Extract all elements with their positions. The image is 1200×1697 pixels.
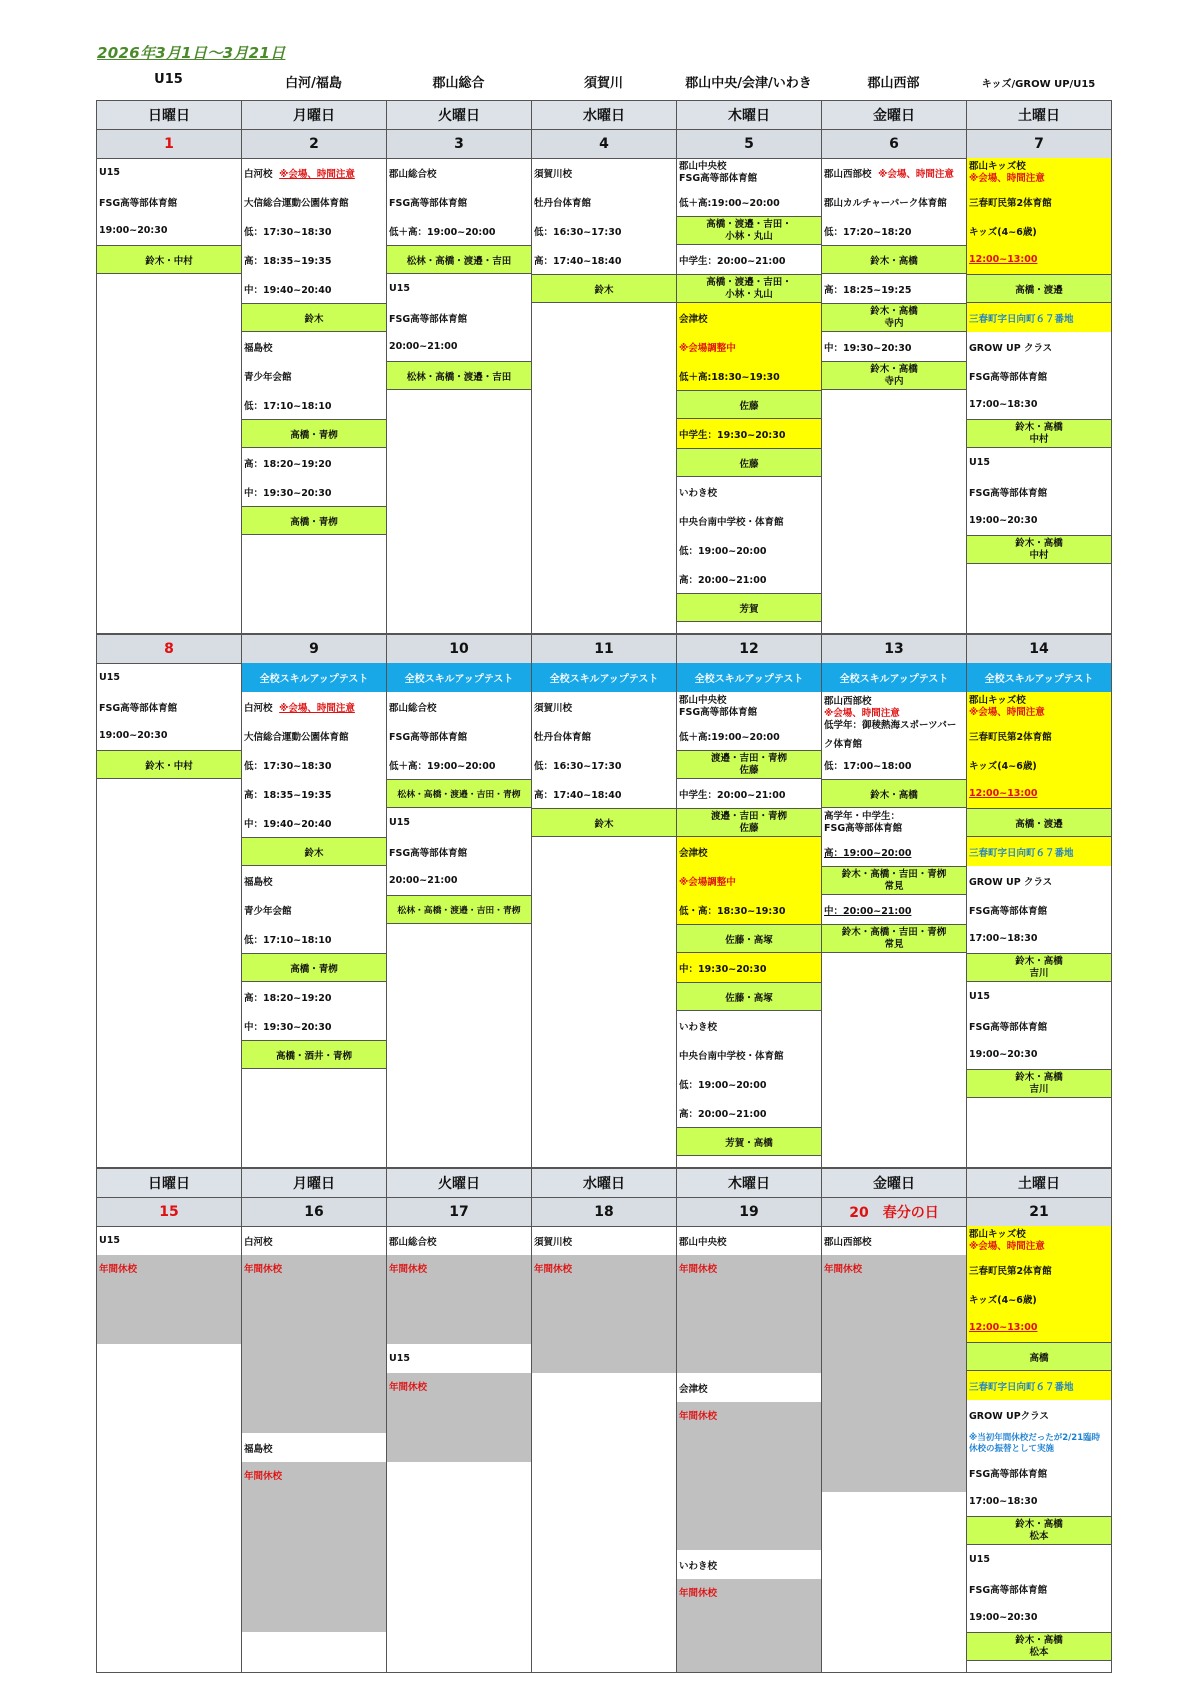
school-title: 郡山中央校 FSG高等部体育館	[679, 160, 758, 184]
time: 低＋高：19:00~20:00	[389, 226, 496, 238]
time: 高：18:35~19:35	[244, 789, 332, 801]
school-title: 白河校	[244, 1236, 273, 1248]
date-header	[96, 634, 1112, 663]
date-cell: 17	[387, 1198, 532, 1227]
date-cell: 7	[967, 130, 1112, 159]
staff: 鈴木・中村	[97, 245, 241, 274]
staff: 高橋	[967, 1342, 1111, 1371]
school-label: U15	[154, 72, 183, 87]
date-cell: 14	[967, 635, 1112, 664]
day-cell-fri	[822, 158, 967, 634]
venue: 三春町民第2体育館	[967, 1255, 1111, 1284]
weekday-header	[96, 100, 1112, 129]
staff: 芳賀	[677, 593, 821, 622]
staff: 鈴木・高橋 松本	[967, 1632, 1111, 1661]
school-title: いわき校	[679, 1021, 718, 1033]
school-title: 郡山中央校	[679, 1236, 727, 1248]
address: 三春町字日向町６７番地	[967, 1371, 1111, 1400]
weekday-cell: 月曜日	[242, 101, 387, 130]
date-cell: 19	[677, 1198, 822, 1227]
staff: 鈴木・高橋 吉川	[967, 1069, 1111, 1098]
weekday-cell: 木曜日	[677, 101, 822, 130]
time: 中：19:30~20:30	[244, 487, 332, 499]
venue: FSG高等部体育館	[389, 197, 468, 209]
time: 低：19:00~20:00	[679, 545, 767, 557]
class-name: U15	[969, 1554, 990, 1565]
closed-label: 年間休校	[242, 1255, 386, 1433]
closed-label: 年間休校	[677, 1579, 821, 1673]
date-cell: 18	[532, 1198, 677, 1227]
time: 低：17:10~18:10	[244, 400, 332, 412]
school-title: 郡山キッズ校 ※会場、時間注意	[967, 692, 1111, 721]
staff: 松林・高橋・渡邉・吉田	[387, 361, 531, 390]
school-title: 郡山西部校 ※会場、時間注意 低学年：御稜熱海スポーツパー	[824, 696, 957, 731]
staff: 松林・高橋・渡邉・吉田・青栁	[387, 895, 531, 924]
class-name: キッズ(4~6歳)	[967, 1284, 1111, 1313]
class-name: GROW UP クラス	[969, 876, 1053, 888]
staff: 高橋・渡邉	[967, 274, 1111, 303]
weekday-cell: 水曜日	[532, 1169, 677, 1198]
closed-label: 年間休校	[387, 1373, 531, 1462]
date-cell: 5	[677, 130, 822, 159]
note: ※当初年間休校だったが2/21臨時 休校の振替として実施	[969, 1432, 1101, 1454]
date-cell: 13	[822, 635, 967, 664]
venue: FSG高等部体育館	[389, 731, 468, 743]
staff: 鈴木	[242, 303, 386, 332]
weekday-cell: 水曜日	[532, 101, 677, 130]
time: 19:00~20:30	[969, 515, 1038, 526]
time: 中：19:40~20:40	[244, 284, 332, 296]
closed-label: 年間休校	[822, 1255, 966, 1492]
staff: 鈴木・高橋 松本	[967, 1516, 1111, 1545]
class-name: U15	[99, 672, 120, 683]
day-cell-mon	[242, 158, 387, 634]
time: 中：20:00~21:00	[824, 905, 912, 917]
weekday-cell: 金曜日	[822, 101, 967, 130]
school-title: 郡山西部校 ※会場、時間注意	[822, 158, 966, 187]
day-cell-sun	[97, 158, 242, 634]
staff: 高橋・青栁	[242, 419, 386, 448]
day-cell-tue	[387, 1226, 532, 1673]
time: 低＋高:19:00~20:00	[679, 731, 780, 743]
school-title: 白河校 ※会場、時間注意	[242, 692, 386, 721]
closed-label: 年間休校	[532, 1255, 676, 1373]
address: 三春町字日向町６７番地	[967, 837, 1111, 866]
school-title: 郡山総合校	[389, 1236, 437, 1248]
time: 高：18:20~19:20	[244, 458, 332, 470]
time: 17:00~18:30	[969, 1496, 1038, 1507]
date-cell: 10	[387, 635, 532, 664]
weekday-cell: 火曜日	[387, 1169, 532, 1198]
weekday-cell: 日曜日	[97, 1169, 242, 1198]
date-cell: 9	[242, 635, 387, 664]
closed-label: 年間休校	[242, 1462, 386, 1632]
school-title: 郡山キッズ校 ※会場、時間注意	[967, 158, 1111, 187]
day-cell-mon	[242, 663, 387, 1168]
week-body	[96, 158, 1112, 634]
date-cell: 2	[242, 130, 387, 159]
time: 12:00~13:00	[967, 1313, 1111, 1342]
date-header	[96, 129, 1112, 158]
time: 低：17:30~18:30	[244, 226, 332, 238]
venue: 郡山カルチャーパーク体育館	[824, 197, 947, 209]
time: 19:00~20:30	[969, 1049, 1038, 1060]
class-name: キッズ(4~6歳)	[967, 750, 1111, 779]
school-title: U15	[389, 1353, 410, 1364]
school-label: 郡山総合	[432, 76, 485, 91]
venue: 青少年会館	[244, 371, 292, 383]
venue: 高学年・中学生： FSG高等部体育館	[824, 810, 903, 834]
closed-label: 年間休校	[387, 1255, 531, 1344]
venue: 中央台南中学校・体育館	[679, 516, 784, 528]
day-cell-sat	[967, 663, 1112, 1168]
staff: 鈴木	[242, 837, 386, 866]
staff: 佐藤	[677, 390, 821, 419]
day-cell-wed	[532, 1226, 677, 1673]
staff: 高橋・酒井・青栁	[242, 1040, 386, 1069]
notice: ※会場調整中	[677, 866, 821, 895]
time: 高：18:25~19:25	[824, 284, 912, 296]
staff: 高橋・渡邉・吉田・ 小林・丸山	[677, 216, 821, 245]
time: 低：17:20~18:20	[824, 226, 912, 238]
staff: 鈴木	[532, 808, 676, 837]
school-header-row	[96, 72, 1112, 96]
school-title: 白河校 ※会場、時間注意	[242, 158, 386, 187]
staff: 鈴木・中村	[97, 750, 241, 779]
staff: 高橋・青栁	[242, 506, 386, 535]
weekday-cell: 火曜日	[387, 101, 532, 130]
staff: 高橋・渡邉	[967, 808, 1111, 837]
weekday-cell: 土曜日	[967, 1169, 1112, 1198]
date-cell: 3	[387, 130, 532, 159]
time: 中学生：20:00~21:00	[679, 789, 786, 801]
time: 20:00~21:00	[389, 341, 458, 352]
date-cell: 8	[97, 635, 242, 664]
class-name: キッズ(4~6歳)	[967, 216, 1111, 245]
staff: 高橋・青栁	[242, 953, 386, 982]
school-title: 郡山キッズ校 ※会場、時間注意	[967, 1226, 1111, 1255]
time: 低：17:30~18:30	[244, 760, 332, 772]
venue: FSG高等部体育館	[389, 313, 468, 325]
school-label: キッズ/GROW UP/U15	[981, 79, 1096, 90]
skill-test-banner: 全校スキルアップテスト	[822, 663, 966, 692]
staff: 芳賀・高橋	[677, 1127, 821, 1156]
staff: 佐藤	[677, 448, 821, 477]
time: 低：16:30~17:30	[534, 226, 622, 238]
venue: 牡丹台体育館	[534, 197, 592, 209]
staff: 松林・高橋・渡邉・吉田	[387, 245, 531, 274]
weekday-cell: 木曜日	[677, 1169, 822, 1198]
staff: 鈴木・高橋・吉田・青栁 常見	[822, 866, 966, 895]
week-body	[96, 1226, 1112, 1673]
date-cell: 6	[822, 130, 967, 159]
time: 高：17:40~18:40	[534, 789, 622, 801]
school-title: 会津校	[679, 1383, 708, 1395]
skill-test-banner: 全校スキルアップテスト	[387, 663, 531, 692]
date-cell: 4	[532, 130, 677, 159]
staff: 鈴木・高橋	[822, 779, 966, 808]
time: 中学生：20:00~21:00	[679, 255, 786, 267]
venue: ク体育館	[824, 739, 863, 750]
day-cell-sat	[967, 1226, 1112, 1673]
venue: FSG高等部体育館	[969, 487, 1048, 499]
staff: 鈴木・高橋 中村	[967, 535, 1111, 564]
time: 12:00~13:00	[967, 779, 1111, 808]
closed-label: 年間休校	[677, 1402, 821, 1550]
day-cell-thu	[677, 158, 822, 634]
staff: 鈴木	[532, 274, 676, 303]
venue: 中央台南中学校・体育館	[679, 1050, 784, 1062]
weekday-header	[96, 1168, 1112, 1197]
time: 低＋高:18:30~19:30	[677, 361, 821, 390]
day-cell-tue	[387, 158, 532, 634]
time: 19:00~20:30	[969, 1612, 1038, 1623]
staff: 渡邉・吉田・青栁 佐藤	[677, 808, 821, 837]
notice: ※会場調整中	[677, 332, 821, 361]
school-title: U15	[389, 817, 410, 828]
time: 中：19:30~20:30	[824, 342, 912, 354]
skill-test-banner: 全校スキルアップテスト	[242, 663, 386, 692]
notice: ※会場、時間注意	[279, 702, 355, 714]
venue: FSG高等部体育館	[99, 702, 178, 714]
notice: ※会場、時間注意	[878, 168, 954, 180]
time: 17:00~18:30	[969, 399, 1038, 410]
date-cell: 21	[967, 1198, 1112, 1227]
time: 低＋高：19:00~20:00	[389, 760, 496, 772]
day-cell-fri	[822, 1226, 967, 1673]
school-label: 郡山西部	[867, 76, 920, 91]
class-name: U15	[969, 991, 990, 1002]
time: 高：19:00~20:00	[824, 847, 912, 859]
venue: FSG高等部体育館	[99, 197, 178, 209]
venue: 三春町民第2体育館	[967, 721, 1111, 750]
time: 19:00~20:30	[99, 730, 168, 741]
school-label: 白河/福島	[285, 76, 342, 91]
staff: 鈴木・高橋 中村	[967, 419, 1111, 448]
day-cell-wed	[532, 158, 677, 634]
date-cell: 16	[242, 1198, 387, 1227]
closed-label: 年間休校	[677, 1255, 821, 1373]
staff: 佐藤・高塚	[677, 982, 821, 1011]
school-title: いわき校	[679, 1560, 718, 1572]
date-cell: 20 春分の日	[822, 1198, 967, 1227]
day-cell-sun	[97, 663, 242, 1168]
class-name: U15	[99, 167, 120, 178]
time: 高：18:35~19:35	[244, 255, 332, 267]
time: 低＋高:19:00~20:00	[679, 197, 780, 209]
staff: 佐藤・高塚	[677, 924, 821, 953]
class-name: U15	[969, 457, 990, 468]
staff: 渡邉・吉田・青栁 佐藤	[677, 750, 821, 779]
school-title: 郡山西部校	[824, 1236, 872, 1248]
school-title: 郡山総合校	[389, 168, 437, 180]
venue: 牡丹台体育館	[534, 731, 592, 743]
day-cell-mon	[242, 1226, 387, 1673]
staff: 鈴木・高橋 寺内	[822, 361, 966, 390]
school-label: 郡山中央/会津/いわき	[685, 76, 812, 91]
date-cell: 12	[677, 635, 822, 664]
venue: FSG高等部体育館	[969, 1584, 1048, 1596]
time: 中：19:40~20:40	[244, 818, 332, 830]
school-title: 須賀川校	[534, 702, 573, 714]
school-title: 郡山総合校	[389, 702, 437, 714]
day-cell-thu	[677, 663, 822, 1168]
school-title: U15	[389, 283, 410, 294]
weekday-cell: 土曜日	[967, 101, 1112, 130]
staff: 鈴木・高橋 寺内	[822, 303, 966, 332]
time: 中学生：19:30~20:30	[677, 419, 821, 448]
time: 17:00~18:30	[969, 933, 1038, 944]
venue: FSG高等部体育館	[969, 1021, 1048, 1033]
class-name: GROW UP クラス	[969, 342, 1053, 354]
notice: ※会場、時間注意	[279, 168, 355, 180]
time: 低・高：18:30~19:30	[677, 895, 821, 924]
date-header	[96, 1197, 1112, 1226]
time: 高：17:40~18:40	[534, 255, 622, 267]
school-title: 須賀川校	[534, 168, 573, 180]
time: 低：19:00~20:00	[679, 1079, 767, 1091]
time: 高：20:00~21:00	[679, 574, 767, 586]
day-cell-fri	[822, 663, 967, 1168]
date-cell: 15	[97, 1198, 242, 1227]
page-title: 2026年3月1日～3月21日	[97, 44, 286, 62]
time: 12:00~13:00	[967, 245, 1111, 274]
day-cell-sun	[97, 1226, 242, 1673]
skill-test-banner: 全校スキルアップテスト	[677, 663, 821, 692]
school-label: 須賀川	[583, 76, 623, 91]
venue: FSG高等部体育館	[389, 847, 468, 859]
staff: 鈴木・高橋	[822, 245, 966, 274]
venue: FSG高等部体育館	[969, 371, 1048, 383]
time: 低：17:10~18:10	[244, 934, 332, 946]
time: 高：20:00~21:00	[679, 1108, 767, 1120]
time: 低：17:00~18:00	[824, 760, 912, 772]
school-title: 福島校	[244, 1443, 273, 1455]
staff: 鈴木・高橋 吉川	[967, 953, 1111, 982]
day-cell-sat	[967, 158, 1112, 634]
venue: 三春町民第2体育館	[967, 187, 1111, 216]
time: 中：19:30~20:30	[244, 1021, 332, 1033]
school-title: 福島校	[244, 876, 273, 888]
time: 低：16:30~17:30	[534, 760, 622, 772]
skill-test-banner: 全校スキルアップテスト	[532, 663, 676, 692]
day-cell-wed	[532, 663, 677, 1168]
venue: FSG高等部体育館	[969, 905, 1048, 917]
closed-label: 年間休校	[97, 1255, 241, 1344]
weekday-cell: 日曜日	[97, 101, 242, 130]
school-title: 会津校	[677, 303, 821, 332]
address: 三春町字日向町６７番地	[967, 303, 1111, 332]
time: 高：18:20~19:20	[244, 992, 332, 1004]
day-cell-tue	[387, 663, 532, 1168]
school-title: 会津校	[677, 837, 821, 866]
skill-test-banner: 全校スキルアップテスト	[967, 663, 1111, 692]
time: 20:00~21:00	[389, 875, 458, 886]
staff: 高橋・渡邉・吉田・ 小林・丸山	[677, 274, 821, 303]
venue: FSG高等部体育館	[969, 1468, 1048, 1480]
day-cell-thu	[677, 1226, 822, 1673]
class-name: U15	[99, 1235, 120, 1246]
date-cell: 11	[532, 635, 677, 664]
week-body	[96, 663, 1112, 1168]
venue: 大信総合運動公園体育館	[244, 197, 349, 209]
staff: 松林・高橋・渡邉・吉田・青栁	[387, 779, 531, 808]
school-title: 郡山中央校 FSG高等部体育館	[679, 694, 758, 718]
class-name: GROW UPクラス	[969, 1410, 1049, 1422]
school-title: 須賀川校	[534, 1236, 573, 1248]
time: 19:00~20:30	[99, 225, 168, 236]
date-cell: 1	[97, 130, 242, 159]
time: 中：19:30~20:30	[677, 953, 821, 982]
weekday-cell: 金曜日	[822, 1169, 967, 1198]
staff: 鈴木・高橋・吉田・青栁 常見	[822, 924, 966, 953]
venue: 大信総合運動公園体育館	[244, 731, 349, 743]
weekday-cell: 月曜日	[242, 1169, 387, 1198]
venue: 青少年会館	[244, 905, 292, 917]
school-title: いわき校	[679, 487, 718, 499]
school-title: 福島校	[244, 342, 273, 354]
